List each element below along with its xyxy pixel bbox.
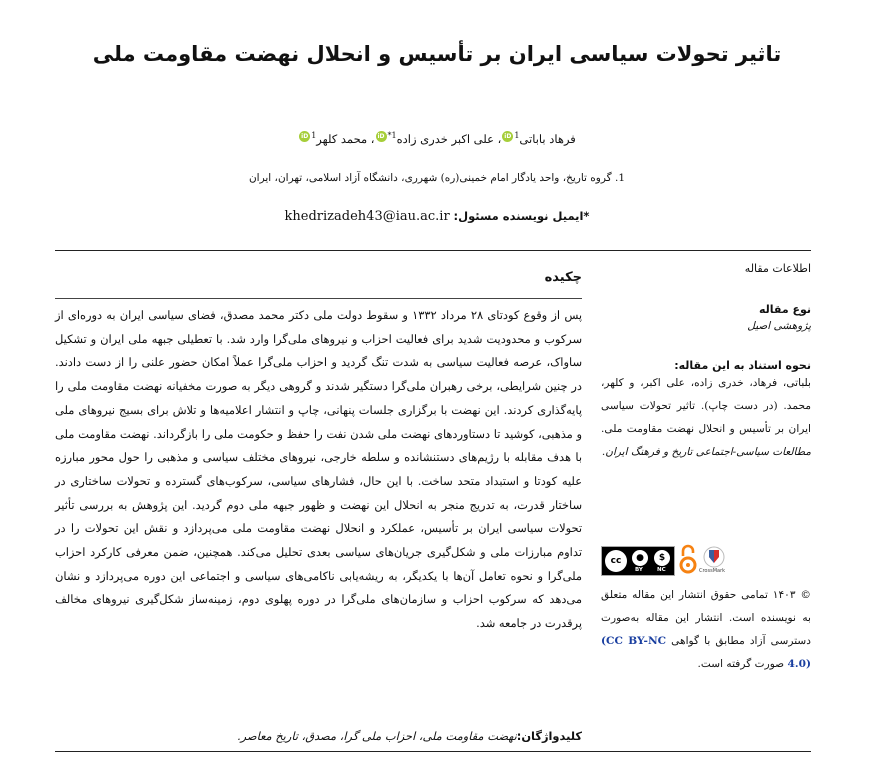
license-badges <box>601 546 771 578</box>
cc-nc-label: NC <box>657 567 666 573</box>
orcid-icon[interactable]: iD <box>504 133 512 140</box>
author-name: فرهاد باباتی <box>519 131 576 146</box>
citation-body: بلباتی، فرهاد، خدری زاده، علی اکبر، و کلهر، محمد. (در دست چاپ). تاثیر تحولات سیاسی ایران بر تأسیس و انحلال نهضت مقاومت ملی. <box>601 377 811 435</box>
abstract-heading: چکیده <box>544 270 582 285</box>
affiliation: 1. گروه تاریخ، واحد یادگار امام خمینی(ره) شهرری، دانشگاه آزاد اسلامی، تهران، ایران <box>248 172 626 184</box>
citation-text <box>601 372 811 464</box>
author-list: فرهاد باباتی$^1$iD، علی اکبر خدری زاده$^{1*}$iD، محمد کلهر$^1$iD <box>301 131 576 146</box>
crossmark-icon[interactable] <box>701 546 727 574</box>
crossmark-label: CrossMark <box>699 568 726 574</box>
author-name: علی اکبر خدری زاده <box>396 131 494 146</box>
keywords <box>55 729 582 743</box>
author-affiliation-mark: 1 <box>514 131 520 140</box>
keywords-label: کلیدواژگان: <box>516 729 582 743</box>
divider <box>55 250 811 251</box>
article-info-panel <box>601 262 811 464</box>
email-address[interactable]: khedrizadeh43@iau.ac.ir <box>284 209 450 224</box>
keywords-value: نهضت مقاومت ملی، احزاب ملی گرا، مصدق، تاریخ معاصر. <box>237 729 517 743</box>
abstract-text: پس از وقوع کودتای ۲۸ مرداد ۱۳۳۲ و سقوط دولت ملی دکتر محمد مصدق، فضای سیاسی ایران به دوره‌ای از سرکوب و محدودیت شدید برای فعالیت احزاب و نیروهای ملی‌گرا وارد شد. با تعطیلی جبهه ملی ایران و تشکیل ساواک، عرصه فعالیت سیاسی به شدت تنگ گردید و احزاب ملی‌گرا عملاً امکان حضور علنی را از دست دادند. در چنین شرایطی، برخی رهبران ملی‌گرا دستگیر شدند و گروهی دیگر به صورت مخفیانه نهضت مقاومت ملی را پایه‌گذاری کردند. این نهضت با برگزاری جلسات پنهانی، چاپ و انتشار اعلامیه‌ها و تلاش برای بسیج نیروهای ملی و مذهبی، کوشید تا دستاوردهای نهضت ملی شدن نفت را حفظ و حکومت ملی را بازگرداند. نهضت مقاومت ملی با هدف مقابله با رژیم‌های دستنشانده و سلطه خارجی، نیروهای مختلف سیاسی و مذهبی را حول محور مبارزه علیه کودتا و استبداد متحد ساخت. با این حال، فشارهای سیاسی، سرکوب‌های گسترده و تحولات ساختاری در ساختار قدرت، به تدریج منجر به انحلال این نهضت و ظهور جبهه ملی دوم گردید. این پژوهش به بررسی تأثیر تحولات سیاسی ایران بر تأسیس، عملکرد و انحلال نهضت مقاومت ملی می‌پردازد و نقش این تحولات را در تداوم مبارزات ملی و شکل‌گیری جریان‌های سیاسی بعدی تحلیل می‌کند. همچنین، ضمن معرفی کارکرد احزاب ملی‌گرا و نحوه تعامل آن‌ها با یکدیگر، به ریشه‌یابی ناکامی‌های سیاسی و اجتماعی این دوره می‌پردازد و نشان می‌دهد که سرکوب احزاب و سازمان‌های ملی‌گرا در دوره پهلوی دوم، زمینه‌ساز شکل‌گیری نیروهای مخالف پرقدرت در جامعه شد. <box>55 308 583 631</box>
author-name: محمد کلهر <box>316 131 368 146</box>
orcid-icon[interactable]: iD <box>301 133 309 140</box>
divider <box>55 751 811 752</box>
article-info-heading: اطلاعات مقاله <box>744 262 811 275</box>
article-type-label: نوع مقاله <box>758 303 811 316</box>
divider <box>55 298 582 299</box>
citation-label: نحوه استناد به این مقاله: <box>674 359 811 372</box>
cc-by-nc-icon[interactable]: cc ● $ BY NC <box>601 546 675 576</box>
article-type-value: پژوهشی اصیل <box>747 320 811 332</box>
email-label: *ایمیل نویسنده مسئول: <box>453 209 590 223</box>
copyright-text <box>601 584 811 676</box>
no-dollar-icon: $ <box>654 550 670 566</box>
copyright-panel <box>601 584 811 676</box>
author-affiliation-mark: 1 <box>311 131 317 140</box>
paper-title: تاثیر تحولات سیاسی ایران بر تأسیس و انحلال نهضت مقاومت ملی <box>92 42 782 66</box>
open-access-icon <box>679 544 697 576</box>
license-link[interactable]: (CC BY-NC 4.0) <box>601 635 811 670</box>
copyright-tail: صورت گرفته است. <box>697 658 785 670</box>
corresponding-email <box>0 209 874 224</box>
author-affiliation-mark: 1* <box>387 131 397 140</box>
cc-by-label: BY <box>635 567 643 573</box>
orcid-icon[interactable]: iD <box>377 133 385 140</box>
copyright-body: © ۱۴۰۳ تمامی حقوق انتشار این مقاله متعلق به نویسنده است. انتشار این مقاله به‌صورت دسترسی آزاد مطابق با گواهی <box>601 589 811 647</box>
person-icon: ● <box>632 550 648 566</box>
citation-journal: مطالعات سیاسی-اجتماعی تاریخ و فرهنگ ایران. <box>601 446 811 458</box>
